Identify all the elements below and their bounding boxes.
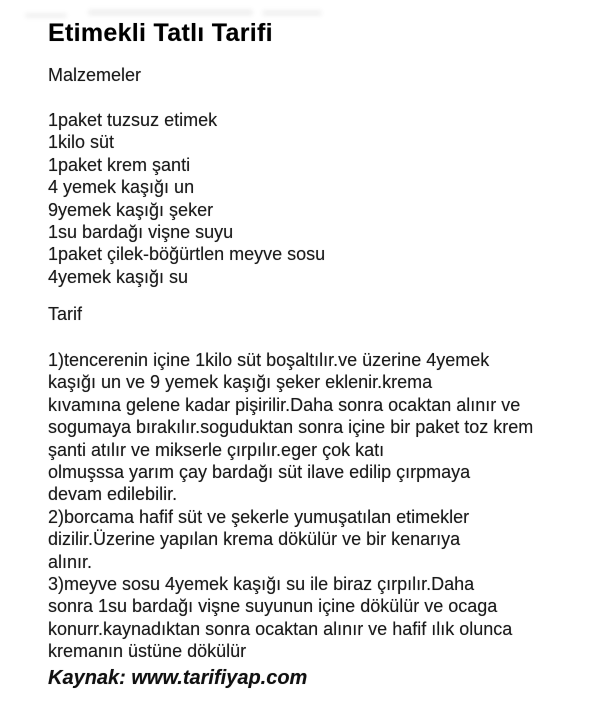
directions-heading: Tarif — [48, 304, 83, 324]
direction-line: olmuşssa yarım çay bardağı süt ilave edilip çırpmaya — [48, 462, 471, 483]
direction-line: dizilir.Üzerine yapılan krema dökülür ve bir kenarıya — [48, 529, 461, 550]
direction-line: konurr.kaynadıktan sonra ocaktan alınır ve hafif ılık olunca — [48, 618, 513, 639]
ingredient-line: 9yemek kaşığı şeker — [48, 199, 214, 220]
ingredient-line: 1paket krem şanti — [48, 154, 191, 175]
ingredient-line: 1paket çilek-böğürtlen meyve sosu — [48, 244, 326, 265]
direction-line: sonra 1su bardağı vişne suyunun içine dökülür ve ocaga — [48, 596, 498, 617]
ingredient-line: 4 yemek kaşığı un — [48, 177, 195, 198]
source-attribution: Kaynak: www.tarifiyap.com — [48, 667, 308, 689]
direction-line: şanti atılır ve mikserle çırpılır.eger çok katı — [48, 439, 385, 460]
ingredients-heading: Malzemeler — [48, 65, 142, 85]
direction-line: 1)tencerenin içine 1kilo süt boşaltılır.ve üzerine 4yemek — [48, 350, 490, 370]
directions-list — [48, 349, 533, 663]
scan-smudge — [25, 13, 67, 18]
direction-line: 3)meyve sosu 4yemek kaşığı su ile biraz çırpılır.Daha — [48, 574, 475, 595]
direction-line: kaşığı un ve 9 yemek kaşığı şeker eklenir.krema — [48, 372, 433, 393]
direction-line: alınır. — [48, 551, 93, 572]
ingredients-list — [48, 109, 325, 288]
ingredient-line: 4yemek kaşığı su — [48, 266, 189, 287]
direction-line: 2)borcama hafif süt ve şekerle yumuşatılan etimekler — [48, 506, 470, 527]
ingredient-line: 1kilo süt — [48, 132, 115, 153]
page-title: Etimekli Tatlı Tarifi — [48, 19, 273, 47]
direction-line: sogumaya bırakılır.soguduktan sonra içine bir paket toz krem — [48, 417, 534, 438]
scan-smudge — [262, 10, 322, 16]
direction-line: devam edilebilir. — [48, 484, 178, 505]
scan-smudge — [88, 9, 253, 16]
ingredient-line: 1su bardağı vişne suyu — [48, 222, 234, 243]
ingredient-line: 1paket tuzsuz etimek — [48, 110, 218, 130]
direction-line: kremanın üstüne dökülür — [48, 641, 247, 662]
direction-line: kıvamına gelene kadar pişirilir.Daha sonra ocaktan alınır ve — [48, 394, 521, 415]
